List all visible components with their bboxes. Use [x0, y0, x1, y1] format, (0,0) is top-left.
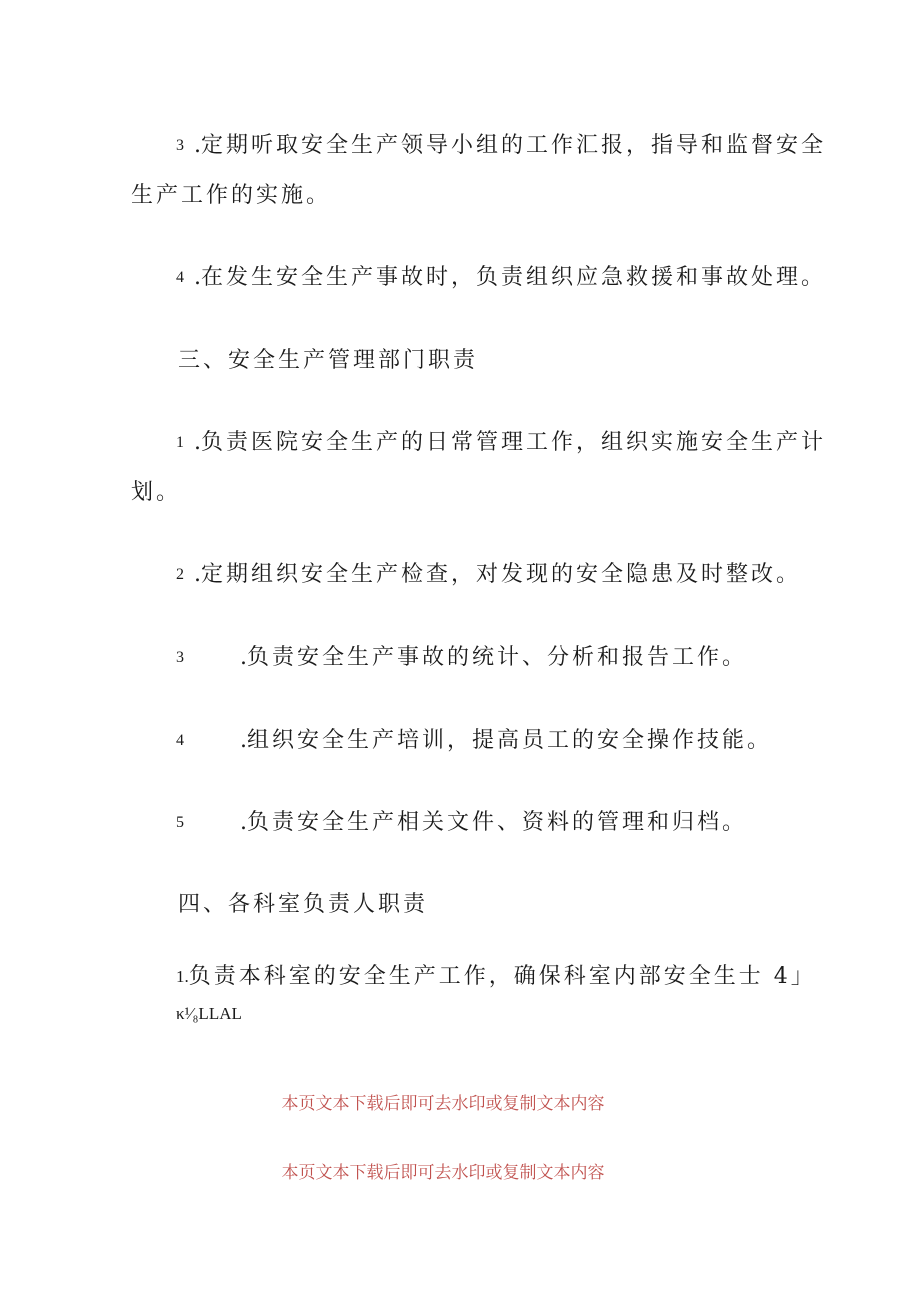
paragraph-2 — [176, 564, 801, 586]
heading-text: 四、各科室负责人职责 — [178, 892, 429, 917]
paragraph-text: 划。 — [131, 480, 182, 505]
paragraph-text: 负责本科室的安全生产工作，确保科室内部安全生士 4」 — [188, 964, 816, 989]
item-dot: . — [194, 265, 201, 290]
watermark-text: 本页文本下载后即可去水印或复制文本内容 — [281, 1163, 605, 1183]
section-heading-3 — [178, 350, 478, 372]
item-number: 1. — [176, 967, 189, 986]
item-number: 4 — [176, 269, 184, 286]
paragraph-text: 负责安全生产事故的统计、分析和报告工作。 — [247, 645, 748, 670]
item-dot: . — [194, 430, 201, 455]
paragraph-5 — [176, 812, 747, 834]
heading-text: 三、安全生产管理部门职责 — [178, 348, 479, 373]
paragraph-1-line-2 — [131, 482, 181, 504]
paragraph-4b — [176, 730, 772, 752]
paragraph-3-line-1 — [176, 135, 826, 157]
paragraph-3-line-2 — [131, 185, 331, 207]
paragraph-1-line-1 — [176, 432, 826, 454]
item-dot: . — [240, 728, 247, 753]
item-number: 5 — [176, 814, 184, 831]
watermark-notice-1 — [0, 1089, 886, 1114]
garbled-ocr-text: κ¹⁄₈LLAL — [176, 1004, 242, 1023]
item-number: 1 — [176, 434, 184, 451]
paragraph-3b — [176, 647, 747, 669]
paragraph-dept-1-line-1 — [176, 966, 816, 988]
item-dot: . — [240, 810, 247, 835]
paragraph-4 — [176, 267, 826, 289]
paragraph-text: 组织安全生产培训，提高员工的安全操作技能。 — [247, 728, 773, 753]
watermark-notice-2 — [0, 1158, 886, 1183]
section-heading-4 — [178, 894, 428, 916]
paragraph-text: 定期听取安全生产领导小组的工作汇报，指导和监督安全 — [201, 133, 827, 158]
item-dot: . — [194, 133, 201, 158]
item-number: 2 — [176, 566, 184, 583]
item-number: 4 — [176, 732, 184, 749]
item-number: 3 — [176, 649, 184, 666]
paragraph-text: 在发生安全生产事故时，负责组织应急救援和事故处理。 — [201, 265, 827, 290]
paragraph-text: 生产工作的实施。 — [131, 183, 332, 208]
paragraph-text: 负责安全生产相关文件、资料的管理和归档。 — [247, 810, 748, 835]
paragraph-text: 负责医院安全生产的日常管理工作，组织实施安全生产计 — [201, 430, 827, 455]
watermark-text: 本页文本下载后即可去水印或复制文本内容 — [281, 1094, 605, 1114]
paragraph-dept-1-line-2 — [176, 1002, 242, 1025]
paragraph-text: 定期组织安全生产检查，对发现的安全隐患及时整改。 — [201, 562, 802, 587]
item-dot: . — [240, 645, 247, 670]
item-dot: . — [194, 562, 201, 587]
item-number: 3 — [176, 137, 184, 154]
